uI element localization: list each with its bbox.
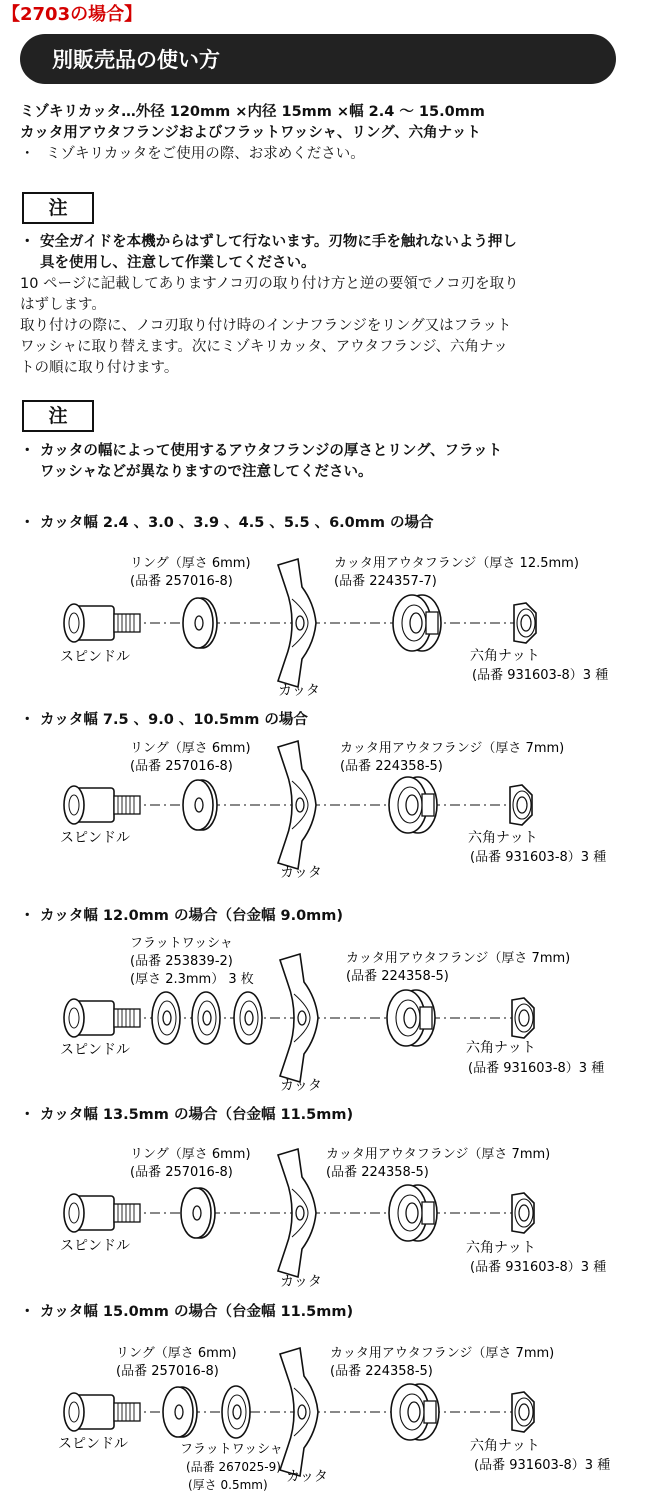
washer-part-no: (品番 267025-9) — [186, 1460, 281, 1474]
nut-part-no: (品番 931603-8）3 種 — [472, 668, 609, 683]
ring-icon — [183, 598, 217, 648]
spacer-label: リング（厚さ 6mm) — [130, 741, 251, 756]
flange-part-no: (品番 224358-5) — [340, 759, 443, 774]
nut-label: 六角ナット — [466, 1240, 536, 1256]
nut-icon — [512, 1392, 534, 1432]
section-5-heading: カッタ幅 15.0mm の場合（台金幅 11.5mm) — [40, 1304, 354, 1320]
flange-icon — [389, 777, 437, 833]
spacer-label: リング（厚さ 6mm) — [130, 1147, 251, 1162]
note1-text-5: トの順に取り付けます。 — [20, 360, 179, 376]
section-2-heading: カッタ幅 7.5 、9.0 、10.5mm の場合 — [40, 712, 308, 728]
cutter-icon — [278, 559, 316, 687]
intro-bullet: ・ — [20, 146, 35, 162]
washer-thickness: (厚さ 2.3mm） 3 枚 — [130, 972, 254, 987]
nut-part-no: (品番 931603-8）3 種 — [468, 1061, 605, 1076]
cutter-label: カッタ — [280, 865, 322, 881]
note1-text-4: ワッシャに取り替えます。次にミゾキリカッタ、アウタフランジ、六角ナッ — [20, 339, 508, 355]
page-title: 別販売品の使い方 — [52, 48, 220, 72]
intro-line-2: カッタ用アウタフランジおよびフラットワッシャ、リング、六角ナット — [20, 125, 481, 141]
spindle-icon — [64, 1194, 140, 1232]
ring-icon — [181, 1188, 215, 1238]
nut-icon — [510, 785, 532, 825]
nut-label: 六角ナット — [466, 1040, 536, 1056]
nut-part-no: (品番 931603-8）3 種 — [470, 1260, 607, 1275]
nut-label: 六角ナット — [470, 1438, 540, 1454]
washer-icon — [222, 1386, 250, 1438]
flange-label: カッタ用アウタフランジ（厚さ 12.5mm) — [334, 556, 579, 571]
cutter-label: カッタ — [278, 683, 320, 699]
washer-icon — [234, 992, 262, 1044]
note1-bullet: ・ — [20, 234, 35, 250]
note1-bold-2: 具を使用し、注意して作業してください。 — [40, 255, 316, 271]
spacer-part-no: (品番 257016-8) — [130, 574, 233, 589]
intro-line-3: ミゾキリカッタをご使用の際、お求めください。 — [46, 146, 365, 162]
spindle-label: スピンドル — [58, 1436, 128, 1452]
flange-icon — [393, 595, 441, 651]
spindle-label: スピンドル — [60, 649, 130, 665]
section-2-bullet: ・ — [20, 712, 35, 728]
ring-icon — [183, 780, 217, 830]
diagram-1 — [60, 556, 608, 699]
note1-text-1: 10 ページに記載してありますノコ刃の取り付け方と逆の要領でノコ刃を取り — [20, 276, 519, 292]
flange-label: カッタ用アウタフランジ（厚さ 7mm) — [330, 1346, 555, 1361]
spindle-label: スピンドル — [60, 830, 130, 846]
diagram-3 — [60, 936, 604, 1094]
spacer-part-no: (品番 257016-8) — [130, 1165, 233, 1180]
flange-icon — [387, 990, 435, 1046]
spindle-label: スピンドル — [60, 1238, 130, 1254]
nut-icon — [512, 998, 534, 1038]
model-tag: 【2703の場合】 — [2, 4, 143, 25]
nut-label: 六角ナット — [470, 648, 540, 664]
section-4-heading: カッタ幅 13.5mm の場合（台金幅 11.5mm) — [40, 1107, 354, 1123]
nut-icon — [512, 1193, 534, 1233]
note2-bold-2: ワッシャなどが異なりますので注意してください。 — [40, 464, 373, 480]
washer-part-no: (品番 253839-2) — [130, 954, 233, 969]
cutter-icon — [278, 741, 316, 869]
nut-icon — [514, 603, 536, 643]
nut-part-no: (品番 931603-8）3 種 — [474, 1458, 611, 1473]
washer-icon — [192, 992, 220, 1044]
note1-bold-1: 安全ガイドを本機からはずして行ないます。刃物に手を触れないよう押し — [40, 234, 517, 250]
nut-part-no: (品番 931603-8）3 種 — [470, 850, 607, 865]
washer-label: フラットワッシャ — [130, 936, 233, 951]
note1-text-3: 取り付けの際に、ノコ刃取り付け時のインナフランジをリング又はフラット — [20, 318, 512, 334]
flange-label: カッタ用アウタフランジ（厚さ 7mm) — [346, 951, 571, 966]
note2-bold-1: カッタの幅によって使用するアウタフランジの厚さとリング、フラット — [40, 443, 503, 459]
flange-part-no: (品番 224357-7) — [334, 574, 437, 589]
spindle-label: スピンドル — [60, 1042, 130, 1058]
intro-line-1: ミゾキリカッタ…外径 120mm ×内径 15mm ×幅 2.4 ～ 15.0mm — [20, 104, 485, 120]
flange-label: カッタ用アウタフランジ（厚さ 7mm) — [340, 741, 565, 756]
flange-icon — [389, 1185, 437, 1241]
cutter-icon — [278, 1149, 316, 1277]
diagram-5 — [58, 1346, 610, 1492]
section-3-bullet: ・ — [20, 908, 35, 924]
spacer-label: リング（厚さ 6mm) — [116, 1346, 237, 1361]
diagram-4 — [60, 1147, 606, 1290]
spacer-part-no: (品番 257016-8) — [130, 759, 233, 774]
note-label-1: 注 — [22, 192, 94, 224]
section-1-heading: カッタ幅 2.4 、3.0 、3.9 、4.5 、5.5 、6.0mm の場合 — [40, 515, 434, 531]
spacer-label: リング（厚さ 6mm) — [130, 556, 251, 571]
flange-part-no: (品番 224358-5) — [346, 969, 449, 984]
flange-part-no: (品番 224358-5) — [330, 1364, 433, 1379]
section-3-heading: カッタ幅 12.0mm の場合（台金幅 9.0mm) — [40, 908, 344, 924]
flange-label: カッタ用アウタフランジ（厚さ 7mm) — [326, 1147, 551, 1162]
cutter-label: カッタ — [280, 1078, 322, 1094]
nut-label: 六角ナット — [468, 830, 538, 846]
spindle-icon — [64, 1393, 140, 1431]
spindle-icon — [64, 999, 140, 1037]
spindle-icon — [64, 786, 140, 824]
washer-icon — [152, 992, 180, 1044]
washer-thickness: (厚さ 0.5mm) — [188, 1478, 268, 1492]
section-1-bullet: ・ — [20, 515, 35, 531]
ring-icon — [163, 1387, 197, 1437]
cutter-label: カッタ — [280, 1274, 322, 1290]
cutter-label: カッタ — [286, 1469, 328, 1485]
note2-bullet: ・ — [20, 443, 35, 459]
section-5-bullet: ・ — [20, 1304, 35, 1320]
spindle-icon — [64, 604, 140, 642]
note-label-2: 注 — [22, 400, 94, 432]
spacer-part-no: (品番 257016-8) — [116, 1364, 219, 1379]
flange-part-no: (品番 224358-5) — [326, 1165, 429, 1180]
diagram-2 — [60, 741, 606, 881]
section-4-bullet: ・ — [20, 1107, 35, 1123]
flange-icon — [391, 1384, 439, 1440]
note1-text-2: はずします。 — [20, 297, 106, 313]
washer-label: フラットワッシャ — [180, 1442, 283, 1457]
